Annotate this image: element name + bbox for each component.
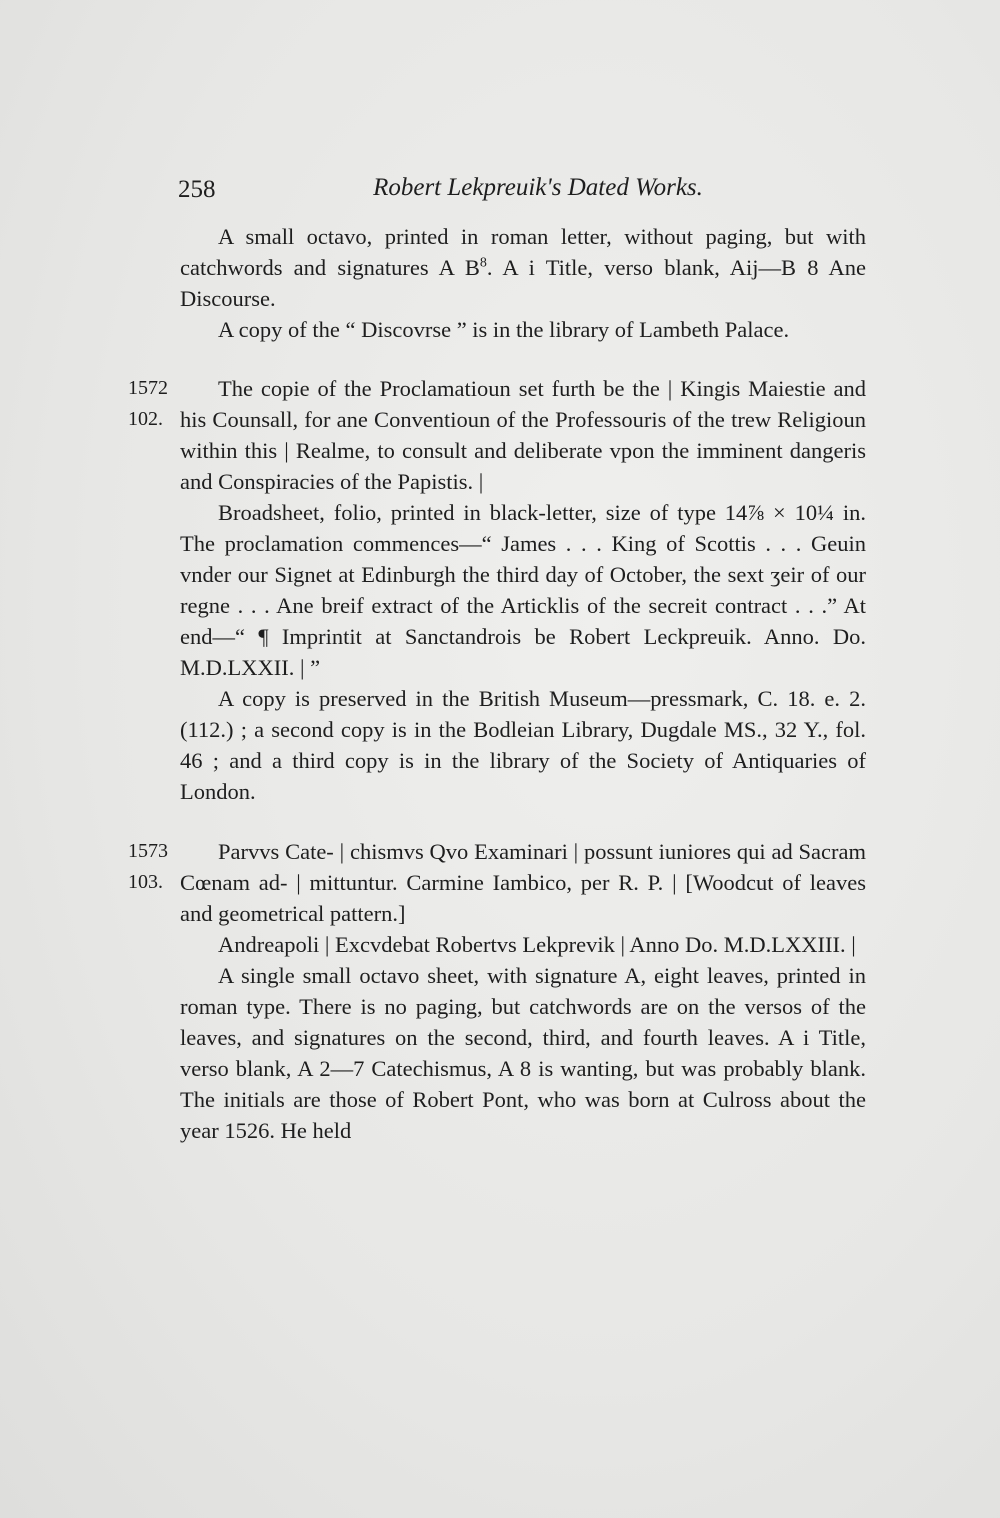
location-paragraph: A copy of the “ Discovrse ” is in the library of Lambeth Palace.: [218, 317, 790, 342]
page-header: [178, 172, 868, 206]
description-paragraph: A single small octavo sheet, with signature A, eight leaves, printed in roman type. There is no paging, but catchwords are on the versos of the leaves, and signatures on the second, third, and fourth leaves. A i Title, verso blank, A 2—7 Catechismus, A 8 is wanting, but was probably blank. The initials are those of Robert Pont, who was born at Culross about the year 1526. He held: [180, 963, 866, 1143]
description-text: A small octavo, printed in roman letter, without paging, but with catchwords and signatures A B: [180, 224, 866, 280]
copies-paragraph: A copy is preserved in the British Museum—pressmark, C. 18. e. 2. (112.) ; a second copy is in the Bodleian Library, Dugdale MS., 32 Y., fol. 46 ; and a third copy is in the library of the Society of Antiquaries of London.: [180, 686, 866, 804]
page-number: 258: [178, 176, 216, 203]
entry-103: [128, 836, 866, 1146]
description-paragraph: Broadsheet, folio, printed in black-letter, size of type 14⅞ × 10¼ in. The proclamation commences—“ James . . . King of Scottis . . . Geuin vnder our Signet at Edinburgh the third day of October, the sext ʒeir of our regne . . . Ane breif extract of the Articklis of the secreit contract . . .” At end—“ ¶ Imprintit at Sanctandrois be Robert Leckpreuik. Anno. Do. M.D.LXXII. | ”: [180, 500, 866, 680]
entry-continued: [180, 221, 866, 345]
imprint-paragraph: Andreapoli | Excvdebat Robertvs Lekprevik | Anno Do. M.D.LXXIII. |: [218, 932, 856, 957]
description-text-cont: . A i Title, verso blank, Aij—B 8 Ane Discourse.: [180, 255, 866, 311]
title-paragraph: Parvvs Cate- | chismvs Qvo Examinari | possunt iuniores qui ad Sacram Cœnam ad- | mittuntur. Carmine Iambico, per R. P. | [Woodcut of leaves and geometrical pattern.]: [180, 839, 866, 926]
description-paragraph: [180, 221, 866, 314]
running-title: Robert Lekpreuik's Dated Works.: [373, 174, 703, 201]
margin-year: 1572: [128, 377, 168, 399]
margin-entry-number: 103.: [128, 871, 163, 893]
body-text: [128, 221, 866, 1146]
entry-102: [128, 373, 866, 807]
margin-entry-number: 102.: [128, 408, 163, 430]
signature-superscript: 8: [479, 255, 487, 271]
margin-year: 1573: [128, 840, 168, 862]
title-paragraph: The copie of the Proclamatioun set furth be the | Kingis Maiestie and his Counsall, for ane Conventioun of the Professouris of the trew Religioun within this | Realme, to consult and deliberate vpon the imminent dangeris and Conspiracies of the Papistis. |: [180, 376, 866, 494]
